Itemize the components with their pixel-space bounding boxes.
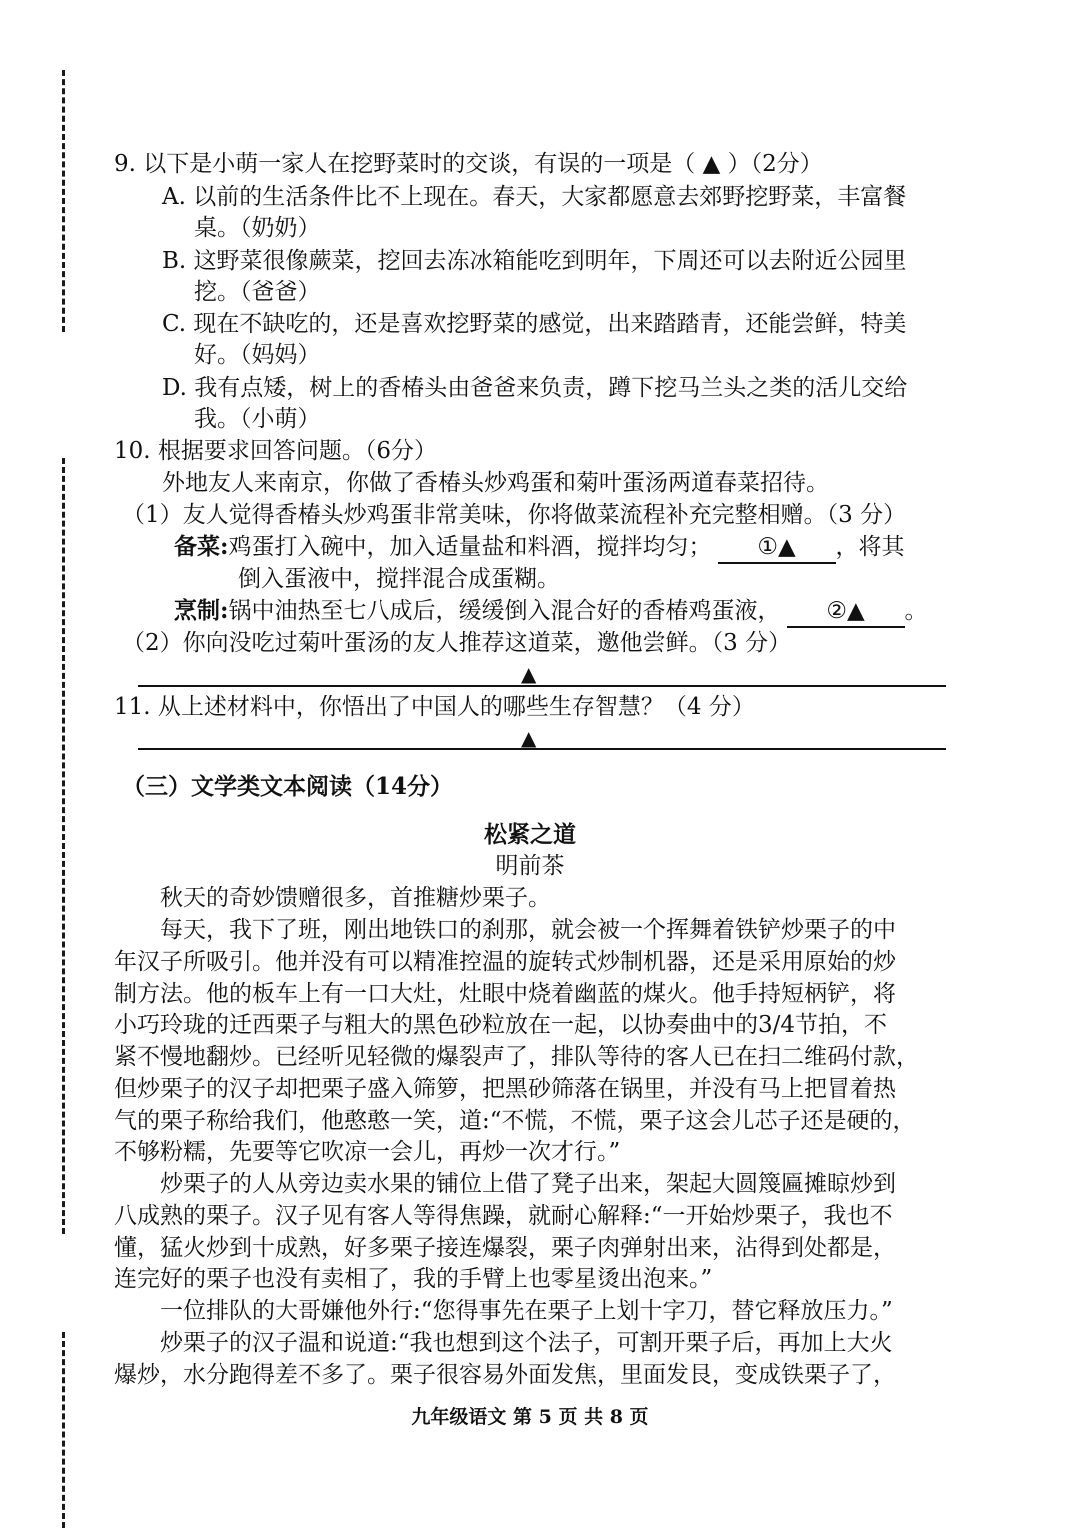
article-title: 松紧之道 <box>484 821 576 848</box>
q9-option-d: D. 我有点矮，树上的香椿头由爸爸来负责，蹲下挖马兰头之类的活儿交给 <box>162 375 908 401</box>
q9-option-b: B. 这野菜很像蕨菜，挖回去冻冰箱能吃到明年，下周还可以去附近公园里 <box>162 248 907 274</box>
article-line: 但炒栗子的汉子却把栗子盛入筛箩，把黑砂筛落在锅里，并没有马上把冒着热 <box>114 1076 896 1102</box>
page-footer: 九年级语文 第 5 页 共 8 页 <box>411 1406 649 1428</box>
article-line: 不够粉糯，先要等它吹凉一会儿，再炒一次才行。” <box>114 1139 621 1165</box>
cook-label: 烹制: <box>174 597 229 624</box>
q11-answer-line[interactable] <box>138 748 946 750</box>
q10-prep-line <box>174 532 905 564</box>
article-line: 懂，猛火炒到十成熟，好多栗子接连爆裂，栗子肉弹射出来，沾得到处都是， <box>114 1235 896 1261</box>
q10-part2-prompt: （2）你向没吃过菊叶蛋汤的友人推荐这道菜，邀他尝鲜。（3 分） <box>122 630 792 656</box>
article-line: 炒栗子的人从旁边卖水果的铺位上借了凳子出来，架起大圆篾匾摊晾炒到 <box>114 1171 896 1197</box>
q10-answer-mark: ▲ <box>521 662 537 686</box>
article-line: 气的栗子称给我们，他憨憨一笑，道:“不慌，不慌，栗子这会儿芯子还是硬的， <box>114 1108 916 1134</box>
q9-option-a: A. 以前的生活条件比不上现在。春天，大家都愿意去郊野挖野菜，丰富餐 <box>162 184 907 210</box>
q11-answer-mark: ▲ <box>521 726 537 750</box>
q9-stem: 9. 以下是小萌一家人在挖野菜时的交谈，有误的一项是（ ▲ ）（2分） <box>114 151 823 177</box>
q9-option-d-cont: 我。（小萌） <box>194 406 321 432</box>
article-line: 一位排队的大哥嫌他外行:“您得事先在栗子上划十字刀，替它释放压力。” <box>114 1298 893 1324</box>
article-line: 年汉子所吸引。他并没有可以精准控温的旋转式炒制机器，还是采用原始的炒 <box>114 949 896 975</box>
article-line: 紧不慢地翻炒。已经听见轻微的爆裂声了，排队等待的客人已在扫二维码付款， <box>114 1044 919 1070</box>
q10-cook-line <box>174 596 928 628</box>
article-line: 每天，我下了班，刚出地铁口的刹那，就会被一个挥舞着铁铲炒栗子的中 <box>114 917 896 943</box>
article-line: 秋天的奇妙馈赠很多，首推糖炒栗子。 <box>114 885 551 911</box>
q10-prep-line-cont: 倒入蛋液中，搅拌混合成蛋糊。 <box>238 566 560 592</box>
article-line: 连完好的栗子也没有卖相了，我的手臂上也零星烫出泡来。” <box>114 1266 713 1292</box>
binding-line-top <box>62 70 65 332</box>
cook-tail: 。 <box>904 598 928 624</box>
cook-text: 锅中油热至七八成后，缓缓倒入混合好的香椿鸡蛋液， <box>228 598 781 624</box>
q9-option-c: C. 现在不缺吃的，还是喜欢挖野菜的感觉，出来踏踏青，还能尝鲜，特美 <box>162 311 907 337</box>
article-author: 明前茶 <box>495 853 565 879</box>
article-line: 小巧玲珑的迁西栗子与粗大的黑色砂粒放在一起，以协奏曲中的3/4节拍，不 <box>114 1012 888 1038</box>
article-line: 制方法。他的板车上有一口大灶，灶眼中烧着幽蓝的煤火。他手持短柄铲，将 <box>114 981 896 1007</box>
q10-stem: 10. 根据要求回答问题。（6分） <box>114 438 438 464</box>
q10-answer-line[interactable] <box>138 685 946 687</box>
q9-option-c-cont: 好。（妈妈） <box>194 342 321 368</box>
q10-part1-prompt: （1）友人觉得香椿头炒鸡蛋非常美味，你将做菜流程补充完整相赠。（3 分） <box>122 502 907 528</box>
q10-context: 外地友人来南京，你做了香椿头炒鸡蛋和菊叶蛋汤两道春菜招待。 <box>162 470 829 496</box>
prep-tail: ，将其 <box>835 534 905 560</box>
answer-blank-2[interactable]: ②▲ <box>787 596 905 628</box>
article-line: 八成熟的栗子。汉子见有客人等得焦躁，就耐心解释:“一开始炒栗子，我也不 <box>114 1203 893 1229</box>
prep-label: 备菜: <box>174 533 229 560</box>
q11-stem: 11. 从上述材料中，你悟出了中国人的哪些生存智慧？（4 分） <box>114 694 755 720</box>
section-heading: （三）文学类文本阅读（14分） <box>122 773 454 800</box>
q9-option-a-cont: 桌。（奶奶） <box>194 215 321 241</box>
article-line: 炒栗子的汉子温和说道:“我也想到这个法子，可割开栗子后，再加上大火 <box>114 1330 893 1356</box>
prep-text: 鸡蛋打入碗中，加入适量盐和料酒，搅拌均匀； <box>228 534 712 560</box>
q9-option-b-cont: 挖。（爸爸） <box>194 279 321 305</box>
article-line: 爆炒，水分跑得差不多了。栗子很容易外面发焦，里面发艮，变成铁栗子了， <box>114 1362 896 1388</box>
answer-blank-1[interactable]: ①▲ <box>718 532 836 564</box>
